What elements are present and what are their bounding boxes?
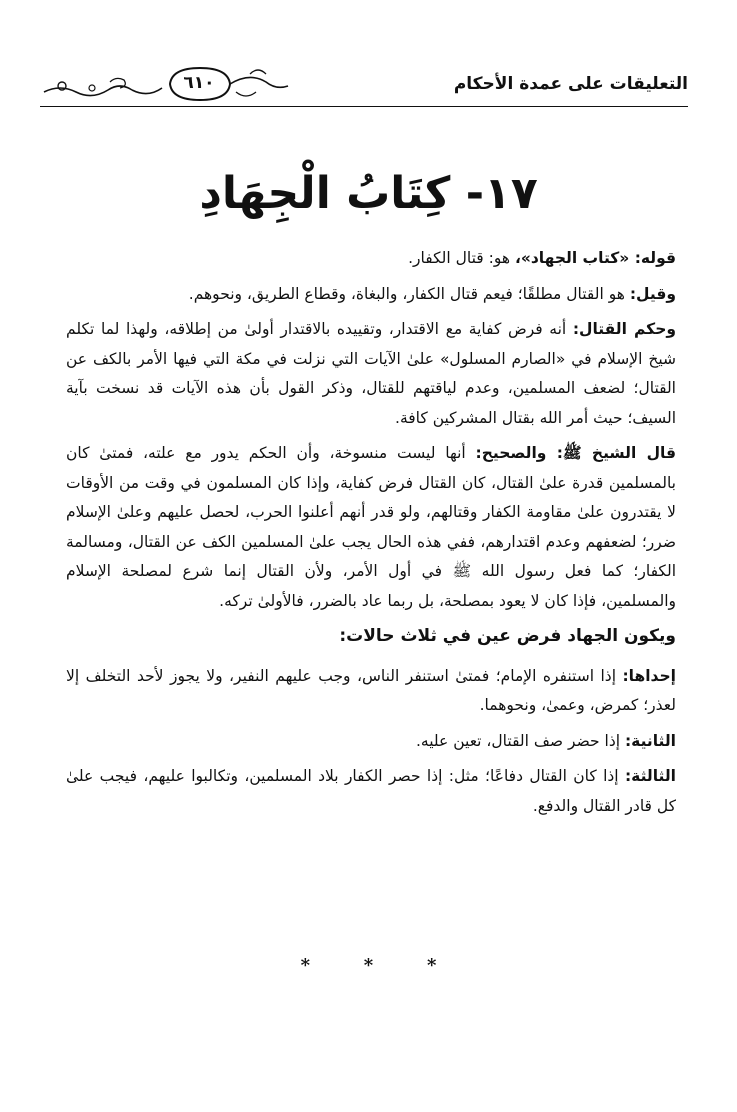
case-paragraph xyxy=(66,762,676,821)
page-number: ٦١٠ xyxy=(183,73,215,93)
paragraph-text: أنه فرض كفاية مع الاقتدار، وتقييده بالاقتدار أولىٰ من إطلاقه، ولهذا لما تكلم شيخ الإسلام في «الصارم المسلول» علىٰ الآيات التي نزلت في مكة التي فيها الأمر بالكف عن القتال؛ لضعف المسلمين، وعدم لياقتهم للقتال، وذكر القول بأن هذه الآيات قد نسخت بآية السيف؛ حيث أمر الله بقتال المشركين كافة. xyxy=(66,320,676,427)
case-paragraph xyxy=(66,727,676,757)
chapter-title: ١٧- كِتَابُ الْجِهَادِ xyxy=(199,168,538,219)
header-divider xyxy=(40,106,688,107)
header-ornament-icon xyxy=(40,62,290,106)
paragraph-lead: وقيل: xyxy=(629,284,676,303)
paragraph-text: هو: قتال الكفار. xyxy=(408,249,515,267)
page-header xyxy=(40,62,688,106)
paragraph-lead: قوله: «كتاب الجهاد»، xyxy=(514,249,676,267)
case-lead: إحداها: xyxy=(622,666,676,685)
case-paragraph xyxy=(66,662,676,721)
paragraph xyxy=(66,244,676,274)
paragraph-text: أنها ليست منسوخة، وأن الحكم يدور مع علته، فمتىٰ كان بالمسلمين قدرة علىٰ القتال، كان القتال فرض كفاية، وإذا كان المسلمون في وقت من الأوقات لا يقتدرون علىٰ مقاومة الكفار وقتالهم، ولو قدر أنهم أعلنوا الحرب، لحصل عليهم وعلىٰ الإسلام ضرر؛ لضعفهم وعدم اقتدارهم، ففي هذه الحال يجب علىٰ المسلمين الكف عن القتال، ومسالمة الكفار؛ كما فعل رسول الله ﷺ في أول الأمر، ولأن القتال إنما شرع لمصلحة الإسلام والمسلمين، فإذا كان لا يعود بمصلحة، بل ربما عاد بالضرر، فالأولىٰ تركه. xyxy=(66,444,676,610)
section-separator xyxy=(0,955,737,976)
paragraph xyxy=(66,315,676,433)
case-text: إذا كان القتال دفاعًا؛ مثل: إذا حصر الكفار بلاد المسلمين، وتكالبوا عليهم، فيجب علىٰ كل قادر القتال والدفع. xyxy=(66,767,676,815)
case-text: إذا حضر صف القتال، تعين عليه. xyxy=(416,731,625,750)
paragraph xyxy=(66,280,676,310)
paragraph xyxy=(66,439,676,616)
section-heading: ويكون الجهاد فرض عين في ثلاث حالات: xyxy=(339,626,676,646)
case-lead: الثالثة: xyxy=(624,767,676,785)
paragraph-lead: وحكم القتال: xyxy=(572,320,676,338)
case-text: إذا استنفره الإمام؛ فمتىٰ استنفر الناس، وجب عليهم النفير، ولا يجوز لأحد التخلف إلا لعذر؛ كمرض، وعمىٰ، ونحوهما. xyxy=(66,666,676,714)
separator-star: * xyxy=(300,955,311,976)
paragraph-text: هو القتال مطلقًا؛ فيعم قتال الكفار، والبغاة، وقطاع الطريق، ونحوهم. xyxy=(188,284,630,303)
separator-star: * xyxy=(426,955,437,976)
separator-star: * xyxy=(363,955,374,976)
paragraph-lead: قال الشيخ ﷺ: والصحيح: xyxy=(475,444,676,462)
case-lead: الثانية: xyxy=(624,731,676,750)
running-title: التعليقات على عمدة الأحكام xyxy=(453,74,688,94)
body-text xyxy=(66,244,676,827)
